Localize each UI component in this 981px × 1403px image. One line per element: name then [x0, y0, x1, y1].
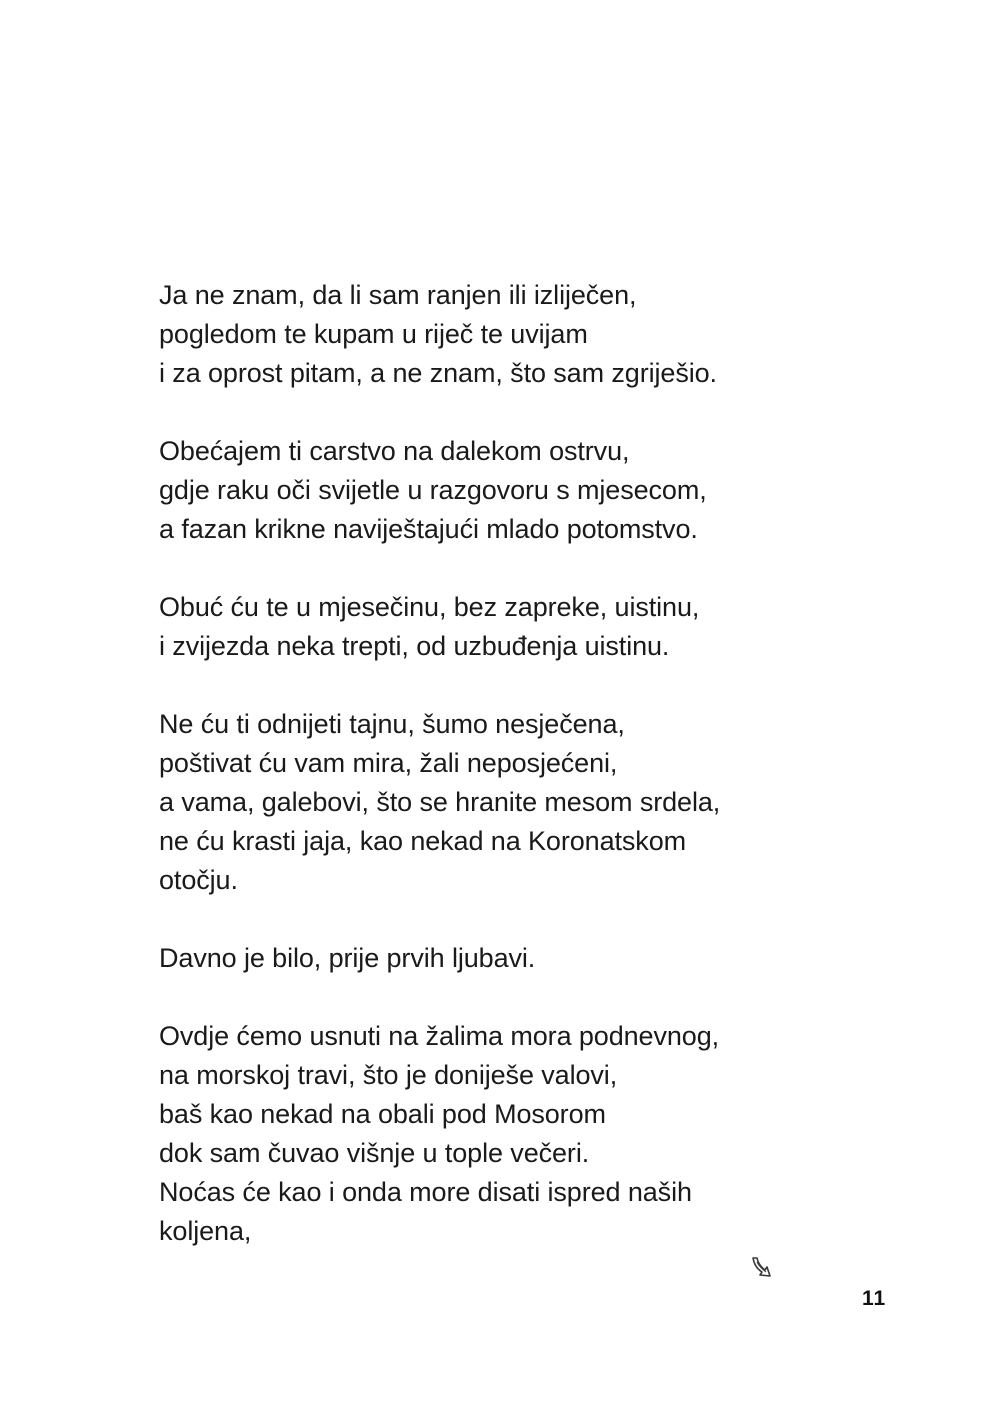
poem-line: otočju. — [159, 865, 238, 895]
poem-line: i za oprost pitam, a ne znam, što sam zgriješio. — [159, 358, 717, 388]
poem-line: Ne ću ti odnijeti tajnu, šumo nesječena, — [159, 709, 625, 739]
poem-line: Obuć ću te u mjesečinu, bez zapreke, uistinu, — [159, 592, 700, 622]
poem-line: ne ću krasti jaja, kao nekad na Koronatskom — [159, 826, 686, 856]
poem-line: baš kao nekad na obali pod Mosorom — [159, 1099, 606, 1129]
poem-line: a fazan krikne naviještajući mlado potomstvo. — [159, 514, 698, 544]
continue-arrow-icon — [749, 1255, 779, 1283]
poem-line: a vama, galebovi, što se hranite mesom srdela, — [159, 787, 721, 817]
poem-line: gdje raku oči svijetle u razgovoru s mjesecom, — [159, 475, 707, 505]
page-number: 11 — [862, 1287, 887, 1310]
poem-line: pogledom te kupam u riječ te uvijam — [159, 319, 588, 349]
poem-line: Ja ne znam, da li sam ranjen ili izliječen, — [159, 280, 637, 310]
poem-line: na morskoj travi, što je doniješe valovi, — [159, 1060, 618, 1090]
poem-line: Davno je bilo, prije prvih ljubavi. — [159, 943, 536, 973]
poem-line: Ovdje ćemo usnuti na žalima mora podnevnog, — [159, 1021, 720, 1051]
poem — [159, 276, 859, 1290]
stanza-1 — [159, 276, 859, 393]
stanza-5 — [159, 939, 859, 978]
stanza-4 — [159, 705, 859, 900]
stanza-6 — [159, 1017, 859, 1251]
stanza-2 — [159, 432, 859, 549]
stanza-3 — [159, 588, 859, 666]
poem-line: poštivat ću vam mira, žali neposjećeni, — [159, 748, 618, 778]
poem-line: Obećajem ti carstvo na dalekom ostrvu, — [159, 436, 630, 466]
poem-line: dok sam čuvao višnje u tople večeri. — [159, 1138, 590, 1168]
poem-line: i zvijezda neka trepti, od uzbuđenja uistinu. — [159, 631, 670, 661]
poem-line: koljena, — [159, 1216, 252, 1246]
poem-line: Noćas će kao i onda more disati ispred naših — [159, 1177, 692, 1207]
